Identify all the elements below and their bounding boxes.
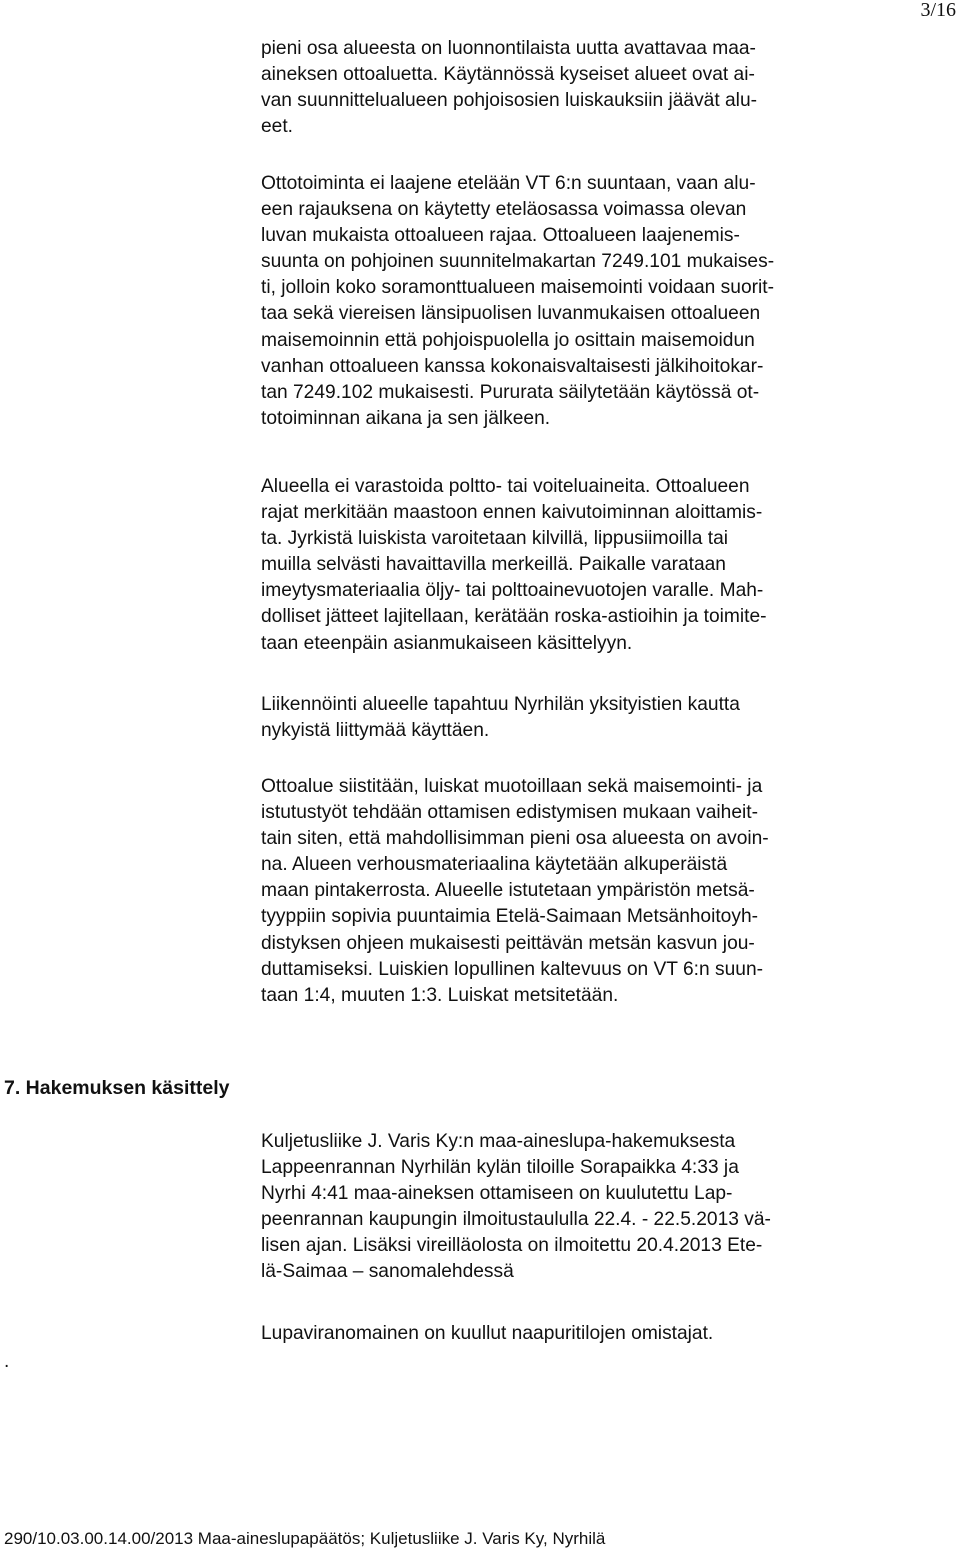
text-line: tain siten, että mahdollisimman pieni osa alueesta on avoin- — [261, 828, 769, 850]
text-line: ta. Jyrkistä luiskista varoitetaan kilvillä, lippusiimoilla tai — [261, 528, 729, 550]
text-line: lä-Saimaa – sanomalehdessä — [261, 1261, 514, 1283]
text-line: Ottoalue siistitään, luiskat muotoillaan sekä maisemointi- ja — [261, 776, 763, 797]
paragraph-public-notice — [261, 1129, 893, 1286]
text-line: Ottotoiminta ei laajene etelään VT 6:n suuntaan, vaan alu- — [261, 173, 756, 194]
text-line: peenrannan kaupungin ilmoitustaululla 22.4. - 22.5.2013 vä- — [261, 1209, 771, 1231]
text-line: duttamiseksi. Luiskien lopullinen kaltevuus on VT 6:n suun- — [261, 958, 764, 980]
paragraph-neighbours-heard — [261, 1321, 893, 1347]
text-line: lisen ajan. Lisäksi vireilläolosta on ilmoitettu 20.4.2013 Ete- — [261, 1235, 763, 1257]
text-line: imeytysmateriaalia öljy- tai polttoainevuotojen varalle. Mah- — [261, 580, 764, 602]
text-line: suunta on pohjoinen suunnitelmakartan 7249.101 mukaises- — [261, 251, 775, 273]
text-line: taan eteenpäin asianmukaiseen käsittelyyn. — [261, 632, 633, 654]
text-line: Liikennöinti alueelle tapahtuu Nyrhilän yksityistien kautta — [261, 694, 740, 715]
document-footer: 290/10.03.00.14.00/2013 Maa-aineslupapäätös; Kuljetusliike J. Varis Ky, Nyrhilä — [4, 1529, 606, 1548]
text-line: luvan mukaista ottoalueen rajaa. Ottoalueen laajenemis- — [261, 225, 740, 247]
text-line: Lupaviranomainen on kuullut naapuritilojen omistajat. — [261, 1323, 714, 1344]
text-line: muilla selvästi havaittavilla merkeillä. Paikalle varataan — [261, 554, 726, 576]
text-line: rajat merkitään maastoon ennen kaivutoiminnan aloittamis- — [261, 502, 763, 524]
section-heading: 7. Hakemuksen käsittely — [4, 1077, 230, 1099]
text-line: pieni osa alueesta on luonnontilaista uutta avattavaa maa- — [261, 38, 756, 59]
paragraph-traffic — [261, 692, 893, 744]
text-line: maan pintakerrosta. Alueelle istutetaan ympäristön metsä- — [261, 880, 755, 902]
text-line: vanhan ottoalueen kanssa kokonaisvaltaisesti jälkihoitokar- — [261, 355, 764, 377]
paragraph-continuation — [261, 36, 893, 140]
text-line: een rajauksena on käytetty eteläosassa voimassa olevan — [261, 199, 747, 221]
text-line: dolliset jätteet lajitellaan, kerätään roska-astioihin ja toimite- — [261, 606, 767, 628]
text-line: istutustyöt tehdään ottamisen edistymisen mukaan vaiheit- — [261, 802, 759, 824]
paragraph-safety-measures — [261, 474, 893, 657]
text-line: taan 1:4, muuten 1:3. Luiskat metsitetään. — [261, 984, 619, 1006]
paragraph-extraction-direction — [261, 171, 893, 432]
page-number: 3/16 — [920, 0, 956, 21]
text-line: Kuljetusliike J. Varis Ky:n maa-aineslupa-hakemuksesta — [261, 1131, 736, 1152]
text-line: Nyrhi 4:41 maa-aineksen ottamiseen on kuulutettu Lap- — [261, 1183, 733, 1205]
text-line: totoiminnan aikana ja sen jälkeen. — [261, 407, 551, 429]
stray-mark: . — [4, 1351, 10, 1372]
text-line: tyyppiin sopivia puuntaimia Etelä-Saimaan Metsänhoitoyh- — [261, 906, 759, 928]
paragraph-landscaping — [261, 774, 893, 1009]
text-line: van suunnittelualueen pohjoisosien luiskauksiin jäävät alu- — [261, 90, 757, 112]
text-line: nykyistä liittymää käyttäen. — [261, 720, 490, 742]
text-line: ti, jolloin koko soramonttualueen maisemointi voidaan suorit- — [261, 277, 774, 299]
text-line: eet. — [261, 116, 294, 138]
text-line: aineksen ottoaluetta. Käytännössä kyseiset alueet ovat ai- — [261, 64, 755, 86]
text-line: maisemoinnin että pohjoispuolella jo osittain maisemoidun — [261, 329, 755, 351]
text-line: na. Alueen verhousmateriaalina käytetään alkuperäistä — [261, 854, 728, 876]
text-line: Lappeenrannan Nyrhilän kylän tiloille Sorapaikka 4:33 ja — [261, 1157, 739, 1179]
text-line: taa sekä viereisen länsipuolisen luvanmukaisen ottoalueen — [261, 303, 761, 325]
text-line: tan 7249.102 mukaisesti. Pururata säilytetään käytössä ot- — [261, 381, 760, 403]
text-line: Alueella ei varastoida poltto- tai voiteluaineita. Ottoalueen — [261, 476, 750, 497]
text-line: distyksen ohjeen mukaisesti peittävän metsän kasvun jou- — [261, 932, 755, 954]
